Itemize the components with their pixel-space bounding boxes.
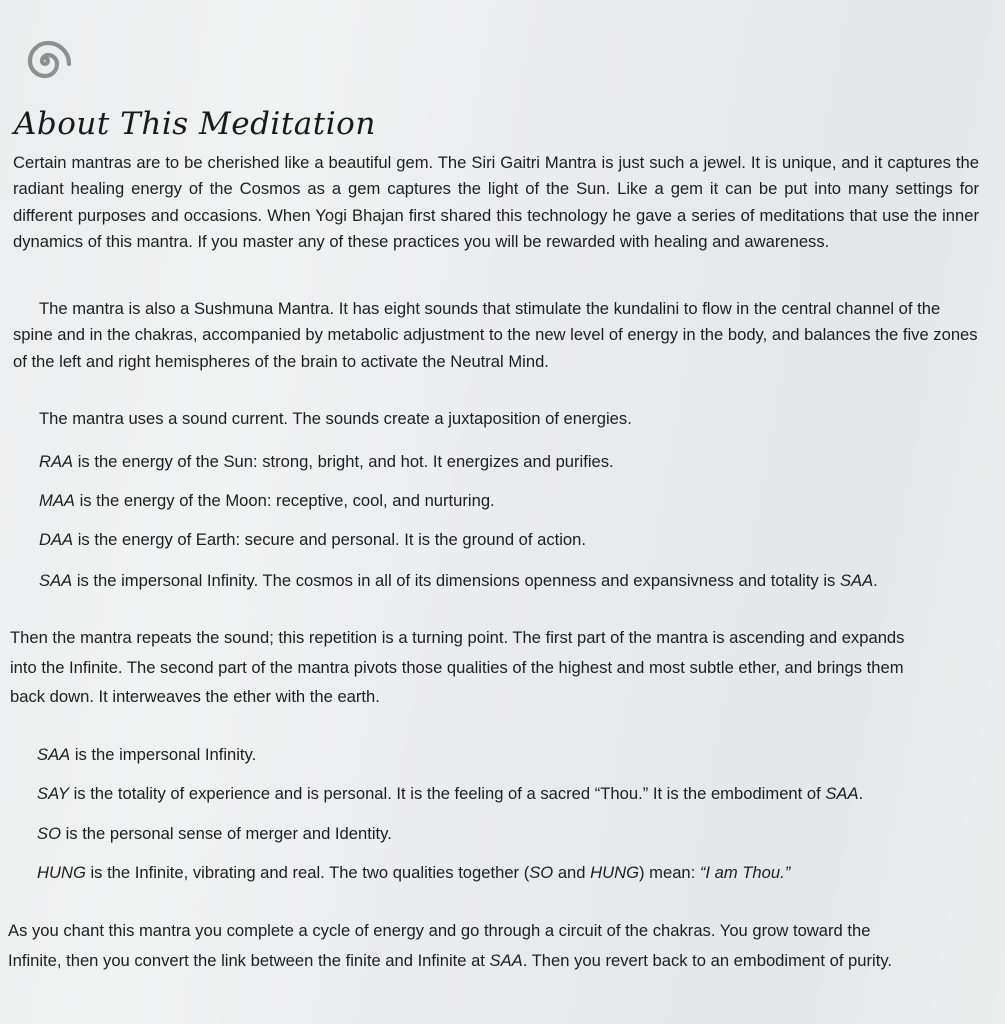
sound-maa — [39, 490, 495, 512]
page-title: About This Meditation — [14, 106, 376, 142]
intro-paragraph-1: Certain mantras are to be cherished like a beautiful gem. The Siri Gaitri Mantra is just such a jewel. It is unique, and it captures the radiant healing energy of the Cosmos as a gem captures the light of the Sun. Like a gem it can be put into many settings for different purposes and occasions. When Yogi Bhajan first shared this technology he gave a series of meditations that use the inner dynamics of this mantra. If you master any of these practices you will be rewarded with healing and awareness. — [13, 153, 979, 252]
sound-hung-mean: ) mean: — [639, 863, 700, 882]
sound-daa-text: is the energy of Earth: secure and personal. It is the ground of action. — [73, 530, 586, 549]
sound-hung — [37, 862, 790, 884]
term-saa-closing: SAA — [489, 951, 523, 970]
term-so: SO — [37, 824, 61, 843]
term-maa: MAA — [39, 491, 75, 510]
term-say: SAY — [37, 784, 69, 803]
sound-current-line: The mantra uses a sound current. The sounds create a juxtaposition of energies. — [39, 409, 632, 428]
term-say-end: SAA — [825, 784, 859, 803]
term-hung: HUNG — [37, 863, 86, 882]
repeat-line-3: back down. It interweaves the ether with the earth. — [10, 687, 380, 706]
sound-daa — [39, 529, 586, 551]
sound-raa-text: is the energy of the Sun: strong, bright, and hot. It energizes and purifies. — [73, 452, 614, 471]
closing-line-2-b: . Then you revert back to an embodiment of purity. — [522, 951, 893, 970]
sound-say — [37, 783, 863, 805]
sound-saa-text: is the impersonal Infinity. The cosmos in all of its dimensions openness and expansivness and totality is — [72, 571, 840, 590]
closing-line-1: As you chant this mantra you complete a cycle of energy and go through a circuit of the chakras. You grow toward the — [8, 921, 871, 940]
sound-saa-end: . — [873, 571, 878, 590]
spiral-icon — [18, 34, 72, 88]
sound-say-end: . — [858, 784, 864, 803]
term-saa-end: SAA — [839, 571, 874, 590]
term-daa: DAA — [39, 530, 74, 549]
term-hung-inline: HUNG — [590, 863, 639, 882]
sound-saa — [39, 570, 878, 592]
sound-maa-text: is the energy of the Moon: receptive, cool, and nurturing. — [74, 491, 495, 510]
repeat-line-2: into the Infinite. The second part of the mantra pivots those qualities of the highest and most subtle ether, and brings them — [10, 658, 904, 677]
closing-line-2 — [8, 950, 892, 972]
sound-so — [37, 823, 392, 845]
sound-saa-2 — [37, 744, 256, 766]
quote-i-am-thou: “I am Thou.” — [699, 863, 791, 882]
repeat-line-1: Then the mantra repeats the sound; this repetition is a turning point. The first part of the mantra is ascending and expands — [10, 628, 905, 647]
sound-raa — [39, 451, 614, 473]
term-saa-2: SAA — [37, 745, 71, 764]
closing-line-2-a: Infinite, then you convert the link between the finite and Infinite at — [8, 951, 490, 970]
sound-saa-2-text: is the impersonal Infinity. — [70, 745, 257, 764]
sound-so-text: is the personal sense of merger and Identity. — [60, 824, 392, 843]
sound-say-text: is the totality of experience and is personal. It is the feeling of a sacred “Thou.” It is the embodiment of — [68, 784, 826, 803]
sound-hung-text: is the Infinite, vibrating and real. The two qualities together ( — [85, 863, 530, 882]
sound-hung-and: and — [553, 863, 591, 882]
intro-paragraph-2: The mantra is also a Sushmuna Mantra. It has eight sounds that stimulate the kundalini to flow in the central channel of the spine and in the chakras, accompanied by metabolic adjustment to the new level of energy in the body, and balances the five zones of the left and right hemispheres of the brain to activate the Neutral Mind. — [13, 299, 978, 371]
term-so-inline: SO — [529, 863, 554, 882]
term-saa: SAA — [39, 571, 73, 590]
term-raa: RAA — [39, 452, 74, 471]
